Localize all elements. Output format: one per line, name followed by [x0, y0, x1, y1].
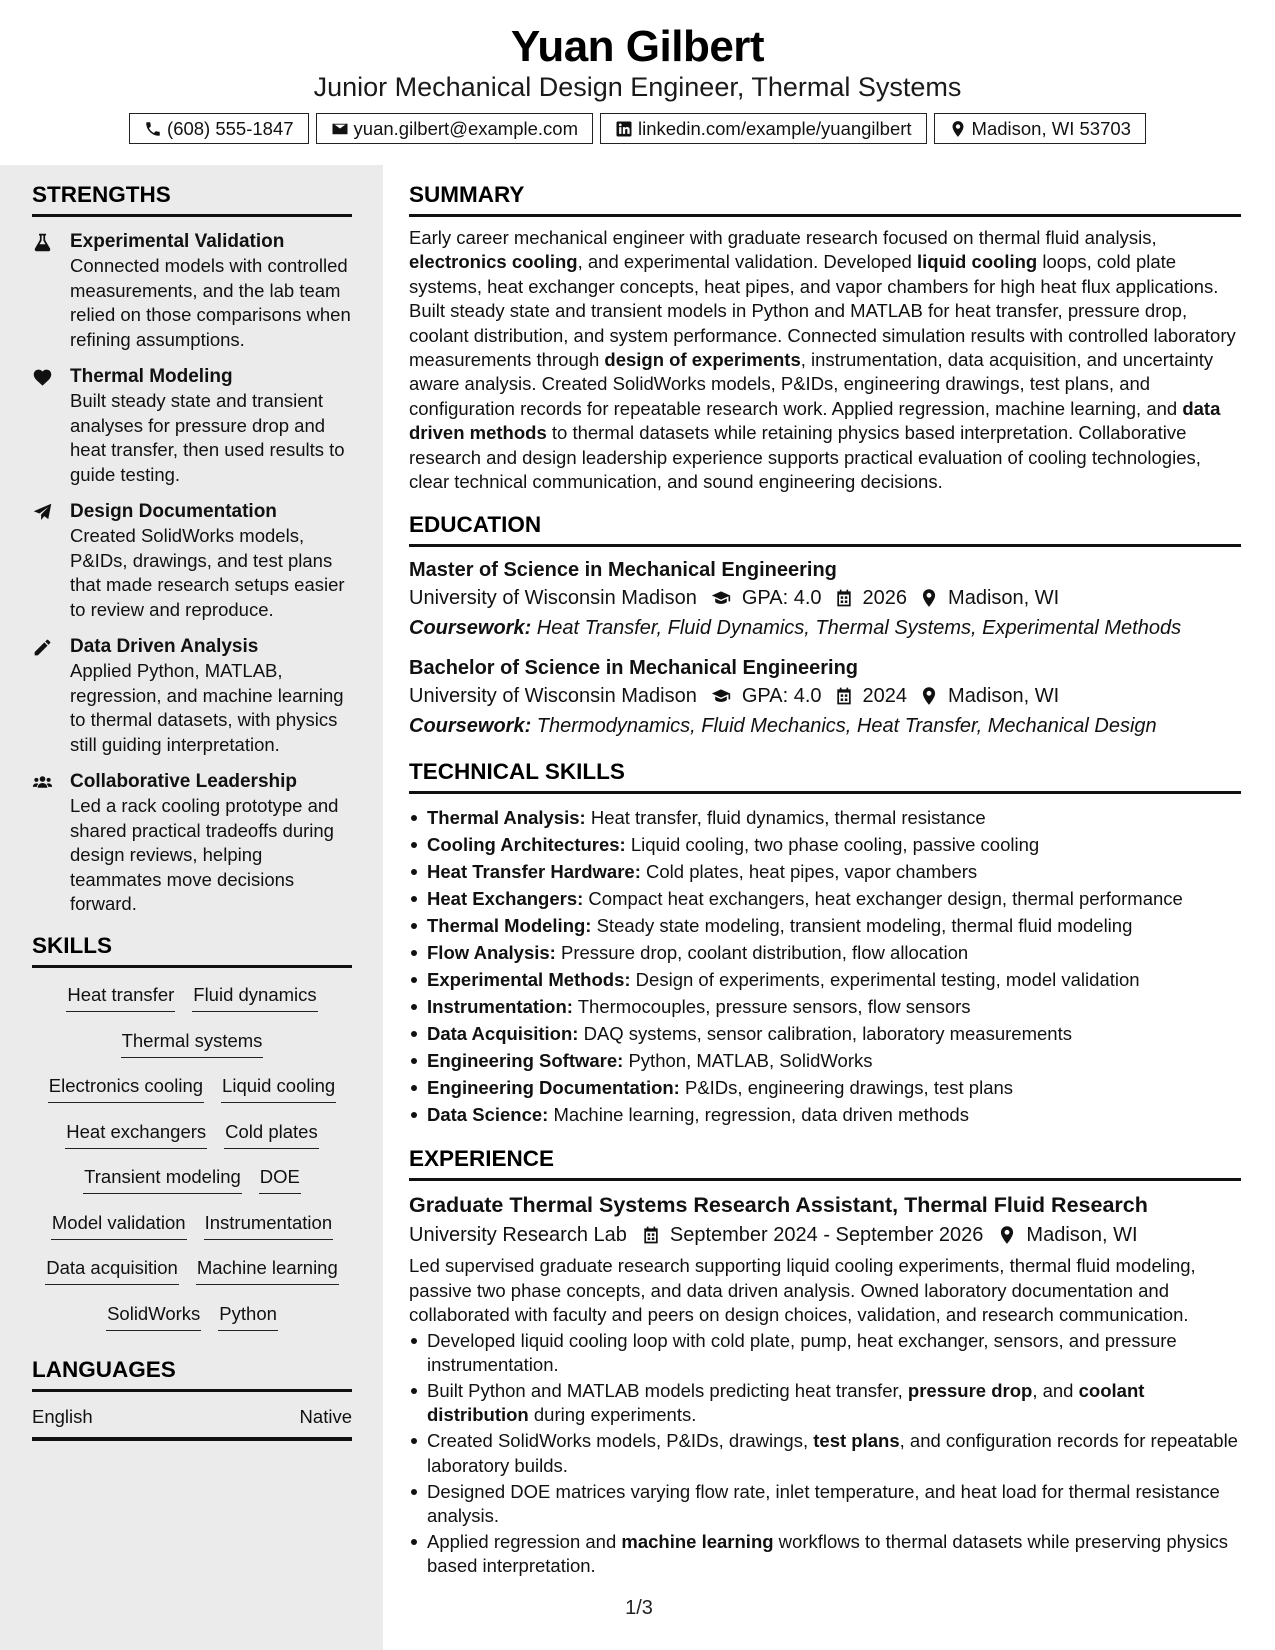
job-organization: University Research Lab: [409, 1224, 627, 1247]
job-location: Madison, WI: [1026, 1224, 1138, 1247]
skill-tag: Heat exchangers: [65, 1119, 207, 1149]
list-item: Engineering Documentation: P&IDs, engineering drawings, test plans: [409, 1074, 1241, 1101]
contact-linkedin-text: linkedin.com/example/yuangilbert: [638, 117, 912, 139]
school-name: University of Wisconsin Madison: [409, 587, 697, 610]
technical-skills-section: [409, 759, 1241, 1128]
education-entry: [409, 655, 1241, 741]
education-meta: [409, 583, 1241, 613]
skill-tag: SolidWorks: [106, 1301, 201, 1331]
graduation-cap-icon: [709, 588, 733, 608]
strength-item: [32, 770, 352, 917]
page-number: 1/3: [625, 1597, 653, 1619]
education-entry: [409, 557, 1241, 643]
skill-tag: Cold plates: [224, 1119, 319, 1149]
strength-item: [32, 230, 352, 352]
flask-icon: [32, 232, 53, 253]
skill-tag: Instrumentation: [204, 1210, 334, 1240]
education-section: [409, 512, 1241, 741]
sidebar: [0, 165, 383, 1650]
strength-title: Experimental Validation: [70, 231, 285, 252]
degree-title: Bachelor of Science in Mechanical Engineering: [409, 657, 859, 680]
skill-tag: Electronics cooling: [48, 1073, 204, 1103]
strength-item: [32, 635, 352, 757]
technical-skills-list: [409, 804, 1241, 1128]
skill-tag: DOE: [259, 1164, 301, 1194]
main-column: [409, 165, 1241, 1580]
language-row: [32, 1392, 352, 1441]
location-icon: [949, 120, 967, 138]
list-item: Built Python and MATLAB models predicting heat transfer, pressure drop, and coolant distribution during experiments.: [409, 1379, 1241, 1428]
list-item: Heat Transfer Hardware: Cold plates, heat pipes, vapor chambers: [409, 858, 1241, 885]
linkedin-icon: [615, 120, 633, 138]
job-dates: September 2024 - September 2026: [669, 1224, 984, 1247]
skill-tag: Transient modeling: [83, 1164, 242, 1194]
strength-description: Built steady state and transient analyses for pressure drop and heat transfer, then used results to guide testing.: [70, 390, 345, 485]
coursework: Coursework: Heat Transfer, Fluid Dynamics, Thermal Systems, Experimental Methods: [409, 617, 1182, 640]
paper-plane-icon: [32, 502, 53, 523]
contact-email-text: yuan.gilbert@example.com: [353, 117, 578, 139]
strength-description: Connected models with controlled measurements, and the lab team relied on those comparisons when refining assumptions.: [70, 255, 351, 350]
list-item: Designed DOE matrices varying flow rate, inlet temperature, and heat load for thermal resistance analysis.: [409, 1480, 1241, 1529]
list-item: Thermal Modeling: Steady state modeling, transient modeling, thermal fluid modeling: [409, 912, 1241, 939]
skill-tag: Thermal systems: [121, 1028, 264, 1058]
job-bullet-list: [409, 1329, 1241, 1579]
experience-section: [409, 1146, 1241, 1578]
contact-email[interactable]: [316, 113, 593, 144]
summary-heading: SUMMARY: [409, 182, 1241, 217]
list-item: Heat Exchangers: Compact heat exchangers, heat exchanger design, thermal performance: [409, 885, 1241, 912]
strengths-section: [32, 182, 352, 917]
strength-item: [32, 500, 352, 622]
heart-icon: [32, 367, 53, 388]
language-name: English: [32, 1406, 93, 1427]
education-meta: [409, 681, 1241, 711]
contact-location[interactable]: [934, 113, 1146, 144]
skill-tag: Heat transfer: [66, 982, 175, 1012]
job-meta: [409, 1219, 1241, 1251]
strength-description: Led a rack cooling prototype and shared practical tradeoffs during design reviews, helping teammates move decisions forward.: [70, 795, 339, 914]
strength-title: Collaborative Leadership: [70, 771, 298, 792]
languages-heading: LANGUAGES: [32, 1357, 352, 1392]
strength-description: Created SolidWorks models, P&IDs, drawings, and test plans that made research setups easier to review and reproduce.: [70, 525, 345, 620]
strength-item: [32, 365, 352, 487]
coursework: Coursework: Thermodynamics, Fluid Mechanics, Heat Transfer, Mechanical Design: [409, 715, 1157, 738]
skill-tag: Python: [218, 1301, 278, 1331]
calendar-icon: [641, 1225, 661, 1245]
list-item: Flow Analysis: Pressure drop, coolant distribution, flow allocation: [409, 939, 1241, 966]
calendar-icon: [834, 588, 854, 608]
contact-bar: [0, 113, 1275, 144]
list-item: Developed liquid cooling loop with cold plate, pump, heat exchanger, sensors, and pressure instrumentation.: [409, 1329, 1241, 1378]
education-heading: EDUCATION: [409, 512, 1241, 547]
location-icon: [919, 686, 939, 706]
strength-title: Design Documentation: [70, 501, 277, 522]
users-icon: [32, 772, 53, 793]
skill-tag: Data acquisition: [45, 1255, 179, 1285]
job-description: Led supervised graduate research supporting liquid cooling experiments, thermal fluid modeling, passive two phase concepts, and data driven analysis. Owned laboratory documentation and collaborated with faculty and peers on design choices, validation, and research communication.: [409, 1255, 1196, 1326]
strength-title: Data Driven Analysis: [70, 636, 259, 657]
calendar-icon: [834, 686, 854, 706]
list-item: Data Acquisition: DAQ systems, sensor calibration, laboratory measurements: [409, 1020, 1241, 1047]
strengths-heading: STRENGTHS: [32, 182, 352, 217]
skills-section: [32, 933, 352, 1346]
skills-cloud: [32, 968, 352, 1346]
strength-title: Thermal Modeling: [70, 366, 233, 387]
list-item: Created SolidWorks models, P&IDs, drawings, test plans, and configuration records for repeatable laboratory builds.: [409, 1429, 1241, 1478]
skill-tag: Liquid cooling: [221, 1073, 336, 1103]
gpa: GPA: 4.0: [741, 587, 822, 610]
school-name: University of Wisconsin Madison: [409, 685, 697, 708]
skills-heading: SKILLS: [32, 933, 352, 968]
location-icon: [919, 588, 939, 608]
skill-tag: Machine learning: [196, 1255, 339, 1285]
contact-phone[interactable]: [129, 113, 309, 144]
language-level: Native: [299, 1406, 352, 1427]
summary-text: Early career mechanical engineer with graduate research focused on thermal fluid analysis, electronics cooling, and experimental validation. Developed liquid cooling loops, cold plate systems, heat exchanger concepts, heat pipes, and vapor chambers for high heat flux applications. Built steady state and transient models in Python and MATLAB for heat transfer, pressure drop, coolant distribution, and system performance. Connected simulation results with controlled laboratory measurements through design of experiments, instrumentation, data acquisition, and uncertainty aware analysis. Created SolidWorks models, P&IDs, engineering drawings, test plans, and configuration records for repeatable research work. Applied regression, machine learning, and data driven methods to thermal datasets while retaining physics based interpretation. Collaborative research and design leadership experience supports practical evaluation of cooling technologies, clear technical communication, and sound engineering decisions.: [409, 227, 1236, 493]
list-item: Thermal Analysis: Heat transfer, fluid dynamics, thermal resistance: [409, 804, 1241, 831]
technical-skills-heading: TECHNICAL SKILLS: [409, 759, 1241, 794]
school-location: Madison, WI: [948, 685, 1060, 708]
degree-title: Master of Science in Mechanical Engineering: [409, 559, 837, 582]
list-item: Data Science: Machine learning, regression, data driven methods: [409, 1101, 1241, 1128]
list-item: Experimental Methods: Design of experiments, experimental testing, model validation: [409, 966, 1241, 993]
graduation-year: 2026: [862, 587, 908, 610]
experience-heading: EXPERIENCE: [409, 1146, 1241, 1181]
skill-tag: Model validation: [51, 1210, 187, 1240]
skill-tag: Fluid dynamics: [192, 982, 317, 1012]
strength-description: Applied Python, MATLAB, regression, and machine learning to thermal datasets, with physics still guiding interpretation.: [70, 660, 344, 755]
job-title: Graduate Thermal Systems Research Assistant, Thermal Fluid Research: [409, 1193, 1148, 1218]
school-location: Madison, WI: [948, 587, 1060, 610]
phone-icon: [144, 120, 162, 138]
list-item: Cooling Architectures: Liquid cooling, two phase cooling, passive cooling: [409, 831, 1241, 858]
summary-section: [409, 182, 1241, 494]
contact-location-text: Madison, WI 53703: [971, 117, 1131, 139]
pencil-icon: [32, 637, 53, 658]
resume-header: [0, 0, 1275, 165]
graduation-year: 2024: [862, 685, 908, 708]
contact-phone-text: (608) 555-1847: [167, 117, 294, 139]
email-icon: [331, 120, 349, 138]
gpa: GPA: 4.0: [741, 685, 822, 708]
list-item: Instrumentation: Thermocouples, pressure sensors, flow sensors: [409, 993, 1241, 1020]
graduation-cap-icon: [709, 686, 733, 706]
list-item: Applied regression and machine learning workflows to thermal datasets while preserving physics based interpretation.: [409, 1530, 1241, 1579]
location-icon: [997, 1225, 1017, 1245]
contact-linkedin[interactable]: [600, 113, 927, 144]
candidate-title: Junior Mechanical Design Engineer, Thermal Systems: [313, 72, 962, 102]
candidate-name: Yuan Gilbert: [510, 22, 765, 71]
languages-section: [32, 1357, 352, 1441]
list-item: Engineering Software: Python, MATLAB, SolidWorks: [409, 1047, 1241, 1074]
